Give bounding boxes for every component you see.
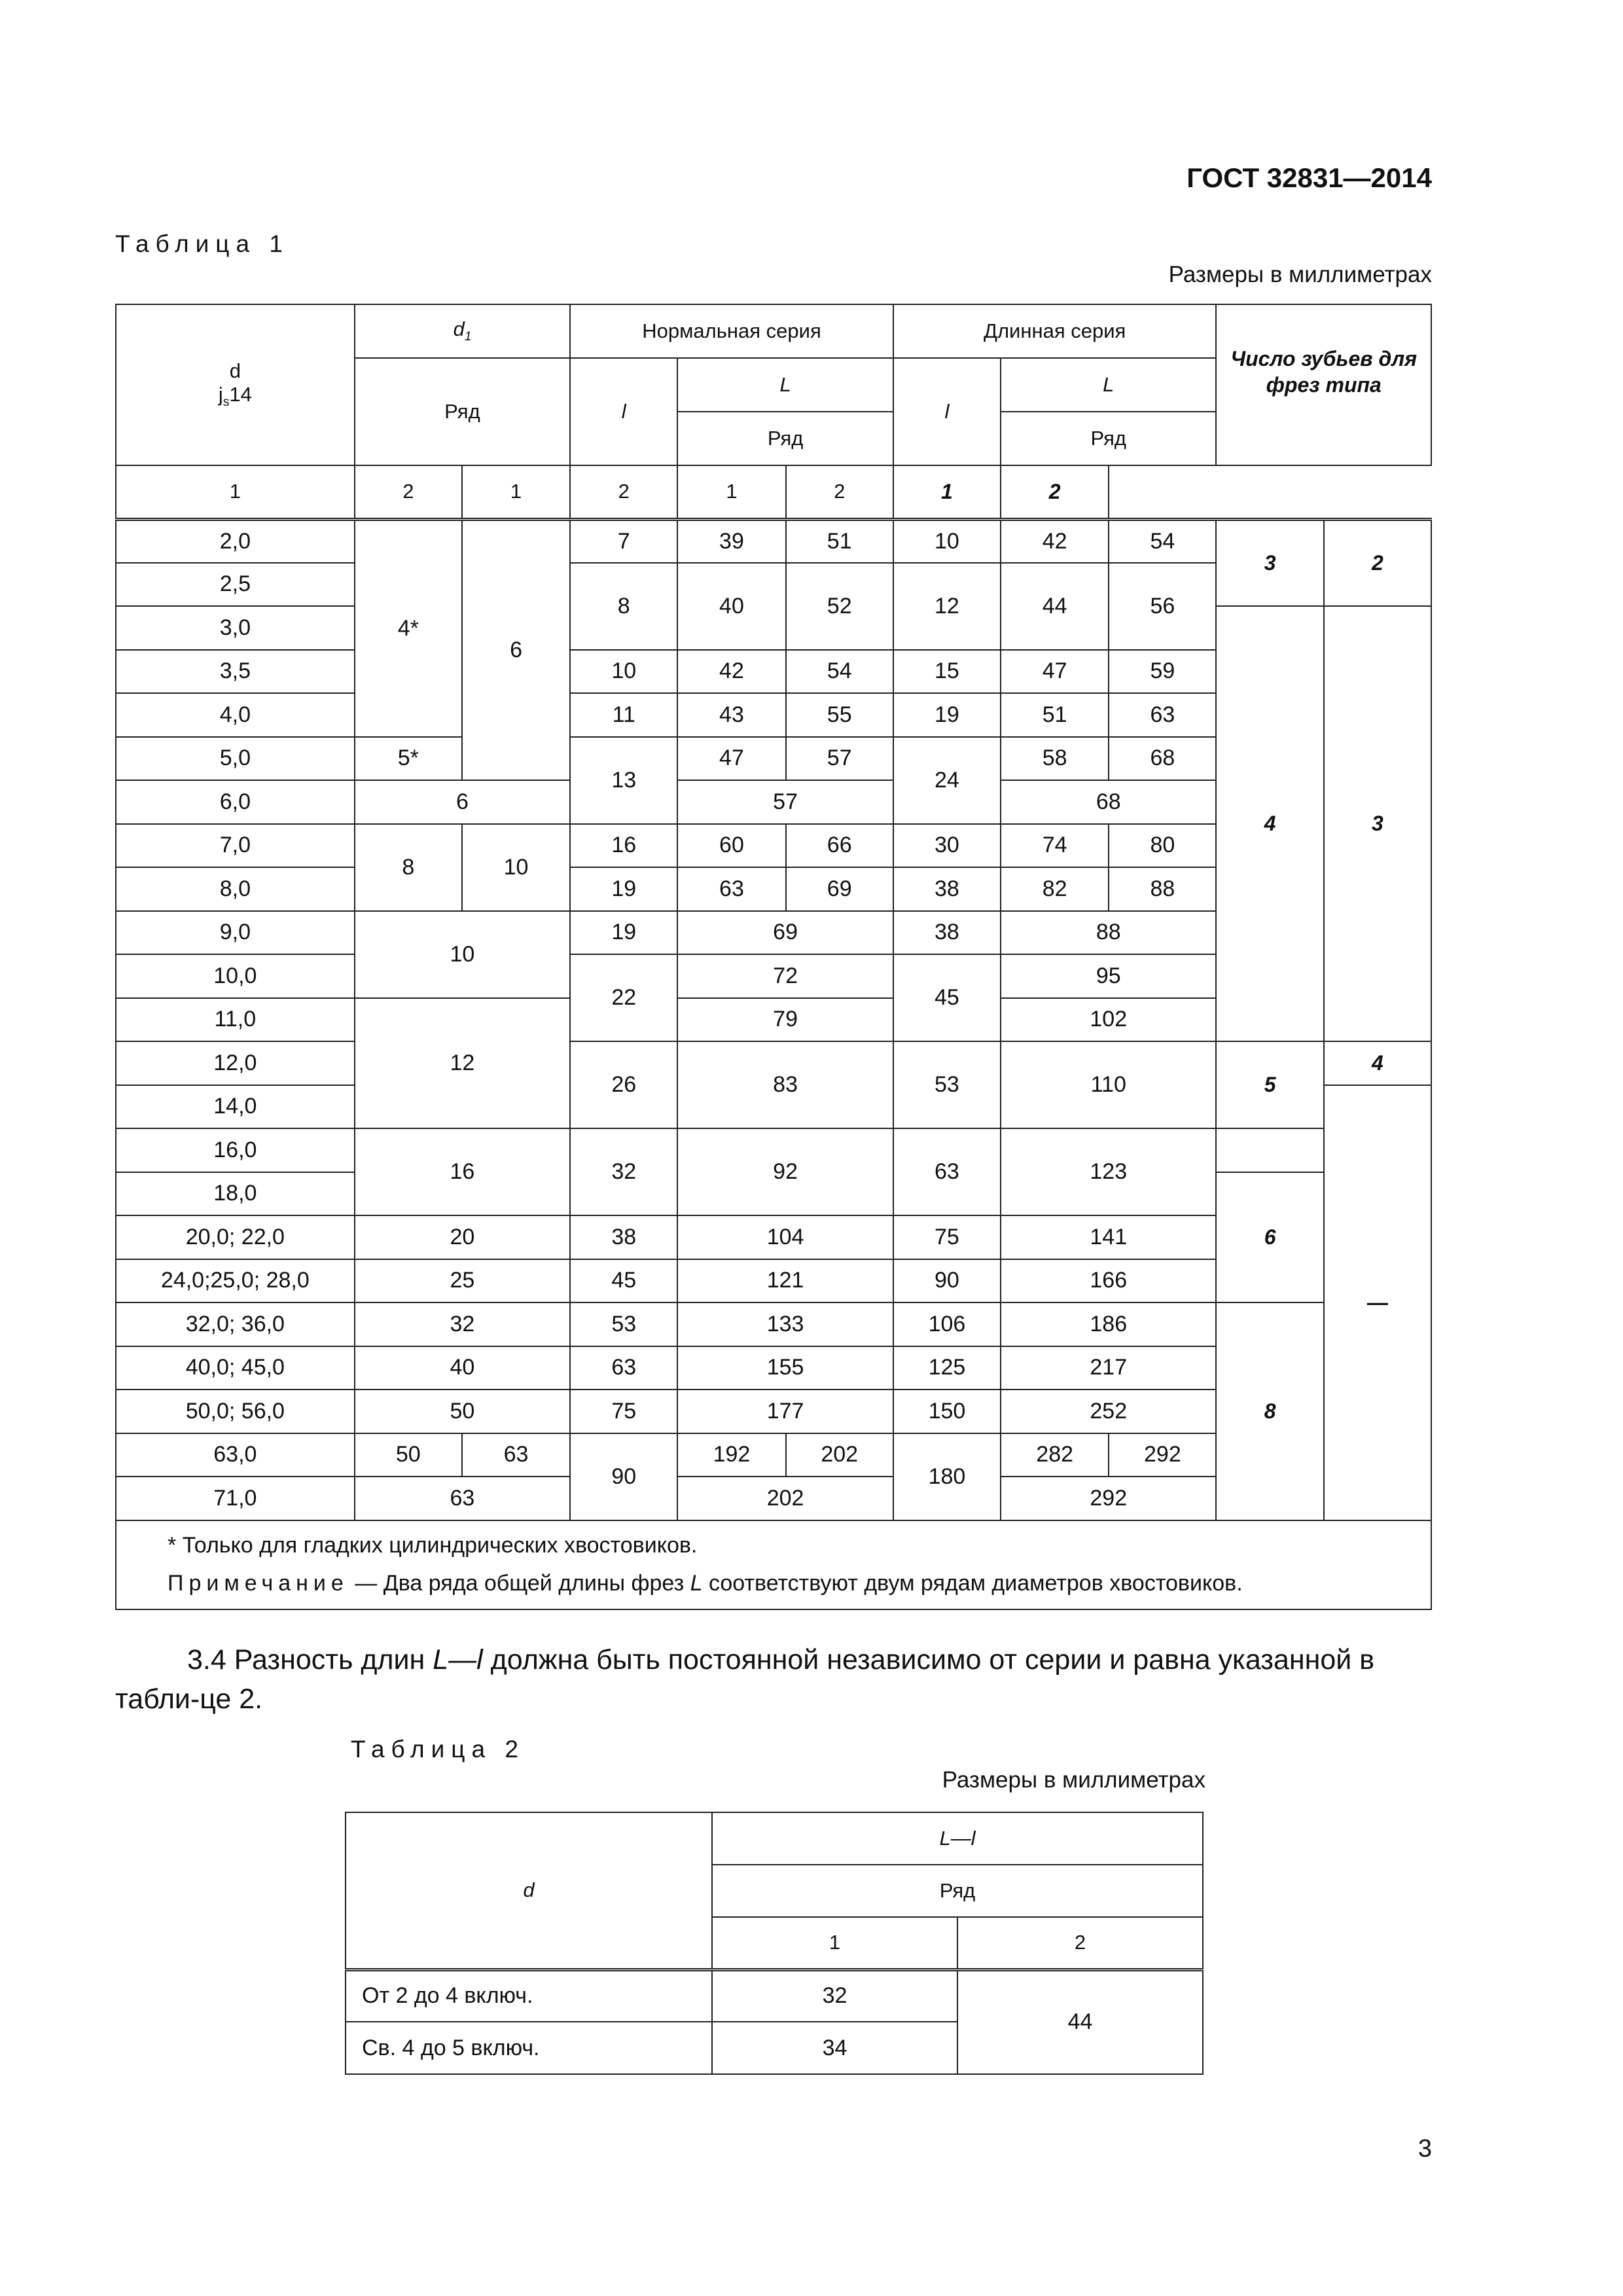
cell-d: 7,0 [116,824,355,868]
cell-d1: 6 [355,780,570,824]
cell-normal-L: 92 [677,1128,893,1215]
clause-3-4: 3.4 Разность длин L—l должна быть постоянной независимо от серии и равна указанной в табли-це 2. [115,1644,1375,1715]
cell-long-L1: 74 [1001,824,1109,868]
cell-long-l: 12 [893,563,1001,650]
table-row [346,1969,1203,2022]
header-d-tolerance: $j_s14$ [218,383,252,410]
cell-long-l: 38 [893,867,1001,911]
cell-long-L: 102 [1001,998,1216,1042]
table2 [345,1812,1204,2075]
cell-normal-L2: 55 [786,693,893,737]
cell-normal-L: 202 [677,1477,893,1520]
cell-normal-l: 26 [570,1041,677,1128]
table-row [116,519,1431,563]
table1-caption: Таблица 1 [115,230,289,257]
cell-row2: 44 [957,1969,1203,2074]
col-header-d [116,304,355,465]
cell-d: 20,0; 22,0 [116,1215,355,1259]
cell-d1-1: 50 [355,1433,462,1477]
cell-normal-L: 177 [677,1390,893,1433]
cell-normal-L1: 192 [677,1433,785,1477]
cell-d: 63,0 [116,1433,355,1477]
header-long-L: L [1001,358,1216,412]
col-header-normal-series: Нормальная серия [570,304,893,358]
cell-d1: 63 [355,1477,570,1520]
header-d-symbol: d [229,359,241,383]
cell-d: 4,0 [116,693,355,737]
cell-d: 10,0 [116,954,355,998]
cell-d: Св. 4 до 5 включ. [346,2022,712,2074]
cell-teeth-2: — [1324,1085,1431,1520]
cell-normal-l: 11 [570,693,677,737]
cell-normal-l: 19 [570,911,677,955]
cell-long-L1: 282 [1001,1433,1109,1477]
cell-d: 14,0 [116,1085,355,1129]
cell-long-L2: 63 [1109,693,1216,737]
cell-d: 3,5 [116,650,355,694]
col-header-L-l: L—l [712,1812,1203,1865]
cell-normal-l: 53 [570,1302,677,1346]
cell-normal-L: 104 [677,1215,893,1259]
cell-long-L: 292 [1001,1477,1216,1520]
header-d1-row2: 2 [355,465,462,519]
cell-long-L2: 56 [1109,563,1216,650]
header-row1: 1 [712,1917,957,1969]
cell-normal-l: 22 [570,954,677,1041]
header-normal-L1: 1 [462,465,570,519]
cell-normal-L2: 66 [786,824,893,868]
header-long-l: l [893,358,1001,465]
cell-normal-L1: 63 [677,867,785,911]
table2-units: Размеры в миллиметрах [942,1767,1205,1793]
cell-normal-l: 32 [570,1128,677,1215]
cell-long-L1: 42 [1001,519,1109,563]
cell-normal-L: 83 [677,1041,893,1128]
cell-long-L1: 47 [1001,650,1109,694]
cell-long-L: 217 [1001,1346,1216,1390]
cell-d: 71,0 [116,1477,355,1520]
cell-long-l: 24 [893,737,1001,824]
col-header-teeth: Число зубьев для фрез типа [1216,304,1431,465]
cell-d: 16,0 [116,1128,355,1172]
header-row-label: Ряд [712,1865,1203,1917]
cell-d: 9,0 [116,911,355,955]
cell-d: 12,0 [116,1041,355,1085]
cell-long-L: 95 [1001,954,1216,998]
header-teeth-type2: 2 [1001,465,1109,519]
cell-long-l: 10 [893,519,1001,563]
cell-normal-l: 10 [570,650,677,694]
cell-d: 2,0 [116,519,355,563]
cell-long-L1: 51 [1001,693,1109,737]
cell-normal-L1: 39 [677,519,785,563]
cell-long-L: 186 [1001,1302,1216,1346]
header-normal-L2: 2 [570,465,677,519]
cell-d: 6,0 [116,780,355,824]
table-row [116,1302,1431,1346]
cell-long-l: 150 [893,1390,1001,1433]
cell-teeth-2: 4 [1324,1041,1431,1085]
cell-long-L2: 59 [1109,650,1216,694]
cell-long-L1: 44 [1001,563,1109,650]
page-number: 3 [1418,2135,1432,2162]
cell-teeth-1: 3 [1216,519,1323,606]
cell-long-l: 75 [893,1215,1001,1259]
cell-normal-L1: 42 [677,650,785,694]
cell-long-l: 125 [893,1346,1001,1390]
cell-long-L: 252 [1001,1390,1216,1433]
col-header-d1: $d_1$ [355,304,570,358]
cell-normal-L1: 43 [677,693,785,737]
header-normal-L: L [677,358,893,412]
cell-normal-L2: 202 [786,1433,893,1477]
cell-long-l: 90 [893,1259,1001,1303]
cell-normal-l: 45 [570,1259,677,1303]
table-row [116,1041,1431,1085]
cell-d: 8,0 [116,867,355,911]
cell-normal-L2: 51 [786,519,893,563]
cell-teeth-2: 2 [1324,519,1431,606]
cell-d: 50,0; 56,0 [116,1390,355,1433]
cell-d1: 50 [355,1390,570,1433]
cell-normal-L2: 69 [786,867,893,911]
cell-long-L: 141 [1001,1215,1216,1259]
cell-long-l: 19 [893,693,1001,737]
cell-d: 32,0; 36,0 [116,1302,355,1346]
cell-d1: 10 [355,911,570,998]
cell-normal-L: 57 [677,780,893,824]
cell-long-L2: 80 [1109,824,1216,868]
cell-teeth-1: 5 [1216,1041,1323,1128]
cell-normal-l: 8 [570,563,677,650]
cell-d: 18,0 [116,1172,355,1216]
cell-teeth-2: 3 [1324,606,1431,1041]
header-normal-l: l [570,358,677,465]
header-normal-L-row: Ряд [677,412,893,465]
cell-long-l: 180 [893,1433,1001,1520]
cell-d1: 20 [355,1215,570,1259]
cell-d1-2: 63 [462,1433,570,1477]
cell-normal-l: 38 [570,1215,677,1259]
cell-d1: 40 [355,1346,570,1390]
table1-units: Размеры в миллиметрах [1168,262,1432,287]
cell-d: 3,0 [116,606,355,650]
cell-long-L2: 88 [1109,867,1216,911]
cell-long-L2: 54 [1109,519,1216,563]
cell-normal-L2: 57 [786,737,893,781]
cell-long-L2: 68 [1109,737,1216,781]
cell-d1: 12 [355,998,570,1129]
table1-notes [116,1520,1431,1609]
cell-long-l: 63 [893,1128,1001,1215]
cell-long-L: 123 [1001,1128,1216,1215]
cell-long-l: 38 [893,911,1001,955]
cell-long-L1: 58 [1001,737,1109,781]
header-long-L1: 1 [677,465,785,519]
cell-d1-1: 5* [355,737,462,781]
header-long-L2: 2 [786,465,893,519]
cell-normal-L: 133 [677,1302,893,1346]
cell-normal-L: 79 [677,998,893,1042]
cell-long-L: 88 [1001,911,1216,955]
header-d1-row: Ряд [355,358,570,465]
cell-long-l: 53 [893,1041,1001,1128]
cell-normal-l: 16 [570,824,677,868]
cell-long-L: 110 [1001,1041,1216,1128]
col-header-long-series: Длинная серия [893,304,1217,358]
cell-teeth-1: 8 [1216,1302,1323,1520]
cell-normal-L: 121 [677,1259,893,1303]
cell-d: 2,5 [116,563,355,607]
cell-normal-l: 13 [570,737,677,824]
cell-normal-L: 69 [677,911,893,955]
cell-d1-1: 8 [355,824,462,911]
cell-row1: 32 [712,1969,957,2022]
table-row [116,1128,1431,1172]
cell-normal-L2: 54 [786,650,893,694]
header-long-L-row: Ряд [1001,412,1216,465]
cell-normal-L1: 60 [677,824,785,868]
cell-d: 11,0 [116,998,355,1042]
cell-normal-L2: 52 [786,563,893,650]
cell-d1-1: 4* [355,519,462,737]
document-code: ГОСТ 32831—2014 [1186,162,1432,193]
cell-row1: 34 [712,2022,957,2074]
col-header-d: d [346,1812,712,1969]
cell-d: 5,0 [116,737,355,781]
cell-long-L: 68 [1001,780,1216,824]
header-teeth-type1: 1 [893,465,1001,519]
cell-normal-L: 155 [677,1346,893,1390]
cell-long-L2: 292 [1109,1433,1216,1477]
cell-normal-L: 72 [677,954,893,998]
cell-normal-l: 90 [570,1433,677,1520]
cell-normal-L1: 40 [677,563,785,650]
cell-d1: 16 [355,1128,570,1215]
cell-normal-l: 19 [570,867,677,911]
cell-long-l: 15 [893,650,1001,694]
cell-normal-L1: 47 [677,737,785,781]
cell-d1: 32 [355,1302,570,1346]
table1 [115,304,1432,1610]
cell-d: 40,0; 45,0 [116,1346,355,1390]
table1-footnote: * Только для гладких цилиндрических хвостовиков. [168,1532,698,1558]
cell-teeth-1: 6 [1216,1172,1323,1303]
table2-caption: Таблица 2 [351,1736,525,1763]
cell-d1-2: 6 [462,519,570,780]
cell-d: 24,0;25,0; 28,0 [116,1259,355,1303]
cell-long-l: 30 [893,824,1001,868]
cell-d: От 2 до 4 включ. [346,1969,712,2022]
cell-teeth-1: 4 [1216,606,1323,1041]
cell-long-l: 45 [893,954,1001,1041]
table1-note: Примечание — Два ряда общей длины фрез L соответствуют двум рядам диаметров хвостовиков. [168,1570,1243,1596]
cell-long-l: 106 [893,1302,1001,1346]
header-d1-row1: 1 [116,465,355,519]
cell-normal-l: 75 [570,1390,677,1433]
cell-long-L: 166 [1001,1259,1216,1303]
cell-long-L1: 82 [1001,867,1109,911]
cell-normal-l: 7 [570,519,677,563]
cell-normal-l: 63 [570,1346,677,1390]
cell-d1: 25 [355,1259,570,1303]
header-row2: 2 [957,1917,1203,1969]
cell-d1-2: 10 [462,824,570,911]
